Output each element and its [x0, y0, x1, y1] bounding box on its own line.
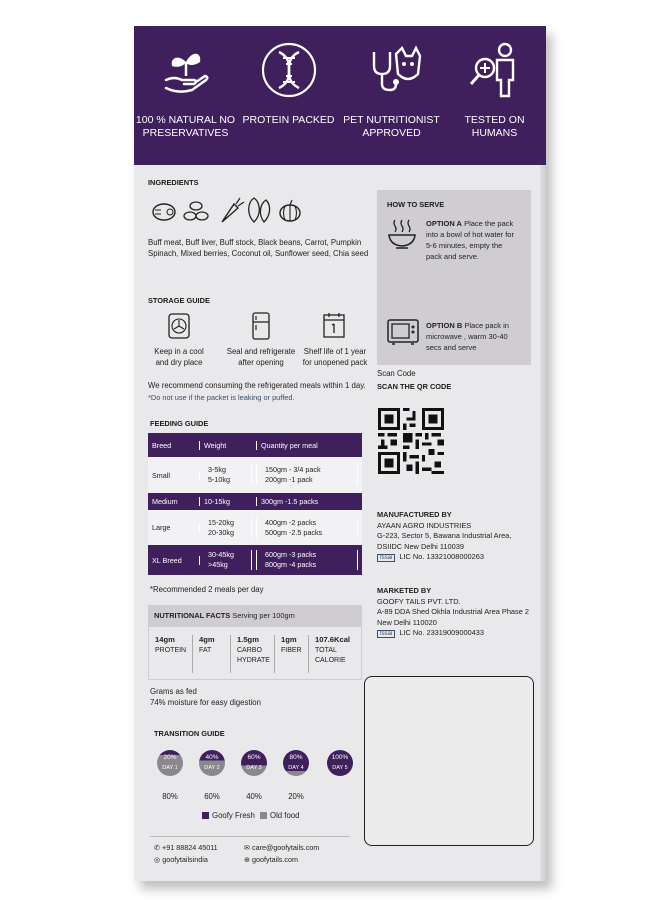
feeding-breed: Medium — [148, 497, 200, 506]
feeding-weight: 10-15kg — [200, 497, 257, 506]
weight-line: 5-10kg — [204, 475, 252, 485]
manufacturer-license: LIC No. 13321008000263 — [399, 552, 484, 561]
phone-text: +91 88824 45011 — [162, 843, 218, 852]
carrot-icon — [222, 198, 244, 222]
quantity-line: 150gm - 3/4 pack — [261, 465, 358, 475]
manufacturer-address: G-223, Sector 5, Bawana Industrial Area, — [377, 531, 512, 540]
manufacturer-name: AYAAN AGRO INDUSTRIES — [377, 520, 472, 530]
batch-info-box — [364, 676, 534, 846]
option-b-line: Place pack in — [464, 321, 509, 330]
storage-item-refrigerate — [222, 346, 300, 368]
nutrient-calorie — [309, 635, 361, 673]
feature-label — [134, 114, 237, 139]
feature-nutritionist — [340, 40, 443, 139]
table-row — [148, 457, 362, 493]
fssai-logo: fssai — [377, 630, 395, 638]
option-a-title: OPTION A — [426, 219, 462, 228]
moisture-note: 74% moisture for easy digestion — [150, 698, 261, 707]
nutrient-label: CALORIE — [315, 657, 346, 664]
nutrient-label: FIBER — [281, 647, 302, 654]
ingredients-list — [148, 237, 378, 259]
calendar-icon — [323, 312, 345, 338]
manufactured-block — [377, 510, 511, 564]
transition-fresh-pct: 60% — [247, 754, 261, 761]
nutrient-fat — [193, 635, 231, 673]
option-a-text — [426, 218, 530, 262]
feature-tested-label: TESTED ON HUMANS — [464, 114, 525, 139]
ingredients-line: Buff meat, Buff liver, Buff stock, Black beans, Carrot, Pumpkin — [148, 238, 362, 247]
marketed-heading: MARKETED BY — [377, 586, 432, 595]
scan-code-label: Scan Code — [377, 369, 416, 378]
feeding-heading: FEEDING GUIDE — [150, 419, 209, 428]
marketer-license: LIC No. 23319009000433 — [399, 628, 484, 637]
ingredients-line: Spinach, Mixed berries, Coconut oil, Sunflower seed, Chia seed — [148, 249, 369, 258]
storage-item-cool — [150, 346, 208, 368]
website-text: goofytails.com — [252, 855, 298, 864]
transition-day-label: DAY 5 — [332, 765, 348, 771]
storage-line: Shelf life of 1 year — [303, 347, 367, 356]
transition-old-pct: 20% — [288, 792, 304, 801]
ingredient-icons — [150, 196, 310, 224]
feature-tested — [443, 40, 546, 139]
marketed-block — [377, 586, 529, 640]
quantity-line: 200gm -1 pack — [261, 475, 358, 485]
nutrient-value: 1.5gm — [237, 635, 259, 644]
option-a-line: pack and serve. — [426, 252, 479, 261]
transition-day-circle — [241, 750, 267, 776]
feeding-table — [148, 433, 362, 575]
storage-item-shelf — [298, 346, 372, 368]
hot-bowl-icon — [387, 218, 417, 250]
nutrient-fiber — [275, 635, 309, 673]
manufactured-heading: MANUFACTURED BY — [377, 510, 452, 519]
option-a-line: 5-6 minutes, empty the — [426, 241, 503, 250]
feature-protein-label: PROTEIN PACKED — [242, 114, 335, 126]
scan-qr-heading: SCAN THE QR CODE — [377, 382, 452, 391]
feeding-breed: Small — [148, 471, 200, 480]
vet-dog-icon — [362, 40, 422, 100]
storage-line: Seal and refrigerate — [226, 347, 296, 356]
microwave-icon — [387, 318, 419, 346]
dna-icon — [259, 40, 319, 100]
feeding-col-weight: Weight — [200, 441, 257, 450]
fan-icon — [168, 313, 190, 339]
manufacturer-address: DSIIDC New Delhi 110039 — [377, 541, 464, 551]
nutrient-label: FAT — [199, 647, 212, 654]
instagram-icon: ◎ — [154, 855, 163, 864]
pumpkin-icon — [280, 200, 300, 221]
storage-warning: *Do not use if the packet is leaking or puffed. — [148, 393, 295, 402]
person-magnifier-icon — [465, 40, 525, 100]
feeding-quantity — [257, 550, 362, 570]
legend-fresh-swatch — [202, 812, 209, 819]
marketer-address: New Delhi 110020 — [377, 617, 437, 627]
table-row — [148, 493, 362, 510]
feature-label — [443, 114, 546, 139]
ingredients-heading: INGREDIENTS — [148, 178, 199, 187]
transition-day-label: DAY 1 — [162, 765, 178, 771]
transition-day-label: DAY 4 — [288, 765, 304, 771]
nutrient-label: HYDRATE — [237, 657, 270, 664]
nutrient-carbohydrate — [231, 635, 275, 673]
storage-heading: STORAGE GUIDE — [148, 296, 210, 305]
feeding-quantity — [257, 518, 362, 538]
spinach-icon — [249, 198, 270, 222]
legend-old-swatch — [260, 812, 267, 819]
transition-day-circle — [199, 750, 225, 776]
how-to-serve-heading: HOW TO SERVE — [387, 200, 445, 209]
transition-heading: TRANSITION GUIDE — [154, 729, 225, 738]
quantity-line: 800gm -4 packs — [261, 560, 358, 570]
contact-divider — [150, 836, 350, 837]
nutrient-label: CARBO — [237, 647, 262, 654]
weight-line: 30-45kg — [204, 550, 252, 560]
feeding-weight — [200, 550, 257, 570]
feeding-note: *Recommended 2 meals per day — [150, 585, 264, 594]
option-b-title: OPTION B — [426, 321, 463, 330]
weight-line: 15-20kg — [204, 518, 252, 528]
legend-old: Old food — [270, 811, 300, 820]
transition-old-pct: 40% — [246, 792, 262, 801]
marketer-address: A-89 DDA Shed Okhla Industrial Area Phase 2 — [377, 607, 530, 616]
phone-icon: ✆ — [154, 843, 163, 852]
feature-label — [340, 114, 443, 139]
feeding-quantity — [257, 465, 362, 485]
quantity-line: 500gm -2.5 packs — [261, 528, 358, 538]
weight-line: >45kg — [204, 560, 252, 570]
feature-nutritionist-label: PET NUTRITIONIST APPROVED — [343, 114, 440, 139]
feeding-weight — [200, 465, 257, 485]
option-a-line: into a bowl of hot water for — [426, 230, 514, 239]
option-b-line: microwave , warm 30-40 — [426, 332, 508, 341]
feature-label — [237, 114, 340, 127]
storage-line: for unopened pack — [302, 358, 368, 367]
table-row — [148, 545, 362, 575]
feeding-header-row — [148, 433, 362, 457]
nutrition-header — [148, 605, 362, 626]
transition-old-pct: 80% — [162, 792, 178, 801]
feeding-breed: Large — [148, 523, 200, 532]
feeding-quantity: 300gm -1.5 packs — [261, 497, 319, 506]
nutrient-protein — [149, 635, 193, 673]
nutrient-value: 14gm — [155, 635, 175, 644]
contact-phone[interactable] — [154, 842, 218, 853]
transition-fresh-pct: 40% — [205, 754, 219, 761]
transition-day-label: DAY 2 — [204, 765, 220, 771]
feature-natural-label: 100 % NATURAL NO PRESERVATIVES — [135, 114, 236, 139]
table-row — [148, 510, 362, 545]
feeding-col-quantity: Quantity per meal — [261, 440, 318, 450]
feature-protein — [237, 40, 340, 127]
how-to-serve-panel — [377, 190, 531, 365]
weight-line: 3-5kg — [204, 465, 252, 475]
nutrition-serving: Serving per 100gm — [232, 611, 295, 620]
nutrition-facts — [148, 605, 362, 680]
feature-natural — [134, 40, 237, 139]
transition-day-circle — [283, 750, 309, 776]
transition-fresh-pct: 20% — [163, 754, 177, 761]
quantity-line: 600gm -3 packs — [261, 550, 358, 560]
quantity-line: 400gm -2 packs — [261, 518, 358, 528]
transition-old-pct: 60% — [204, 792, 220, 801]
marketer-name: GOOFY TAILS PVT. LTD. — [377, 596, 461, 606]
feeding-weight — [200, 518, 257, 538]
nutrient-label: TOTAL — [315, 647, 337, 654]
nutrient-value: 4gm — [199, 635, 215, 644]
feeding-breed: XL Breed — [148, 556, 200, 565]
meat-icon — [153, 204, 175, 220]
nutrition-heading: NUTRITIONAL FACTS — [154, 611, 231, 620]
contact-email[interactable] — [244, 842, 319, 853]
email-text: care@goofytails.com — [252, 843, 320, 852]
transition-day-circle — [157, 750, 183, 776]
fridge-icon — [252, 312, 270, 340]
storage-line: and dry place — [155, 358, 203, 367]
grams-note: Grams as fed — [150, 687, 197, 696]
storage-line: Keep in a cool — [154, 347, 204, 356]
fssai-logo: fssai — [377, 554, 395, 562]
transition-fresh-pct: 80% — [289, 754, 303, 761]
nutrient-label: PROTEIN — [155, 647, 187, 654]
contact-instagram[interactable] — [154, 854, 208, 865]
transition-day-circle — [327, 750, 353, 776]
option-b-line: secs and serve — [426, 343, 477, 352]
transition-fresh-pct: 100% — [331, 754, 349, 761]
nutrition-values — [148, 626, 362, 680]
storage-line: after opening — [238, 358, 284, 367]
option-b-text — [426, 320, 530, 353]
mail-icon: ✉ — [244, 843, 253, 852]
plant-hand-icon — [156, 40, 216, 100]
product-pack-back — [134, 26, 546, 881]
nutrient-value: 107.6Kcal — [315, 635, 351, 644]
contact-website[interactable] — [244, 854, 298, 865]
legend-fresh: Goofy Fresh — [212, 811, 255, 820]
globe-icon: ⊕ — [244, 855, 253, 864]
storage-note: We recommend consuming the refrigerated meals within 1 day. — [148, 381, 366, 390]
qr-code[interactable] — [378, 408, 444, 474]
weight-line: 20-30kg — [204, 528, 252, 538]
option-a-line: Place the pack — [464, 219, 514, 228]
feeding-col-breed: Breed — [148, 441, 200, 450]
beans-icon — [184, 202, 208, 220]
feature-banner — [134, 26, 546, 165]
transition-day-label: DAY 3 — [246, 765, 262, 771]
nutrient-value: 1gm — [281, 635, 297, 644]
instagram-text: goofytailsindia — [162, 855, 208, 864]
